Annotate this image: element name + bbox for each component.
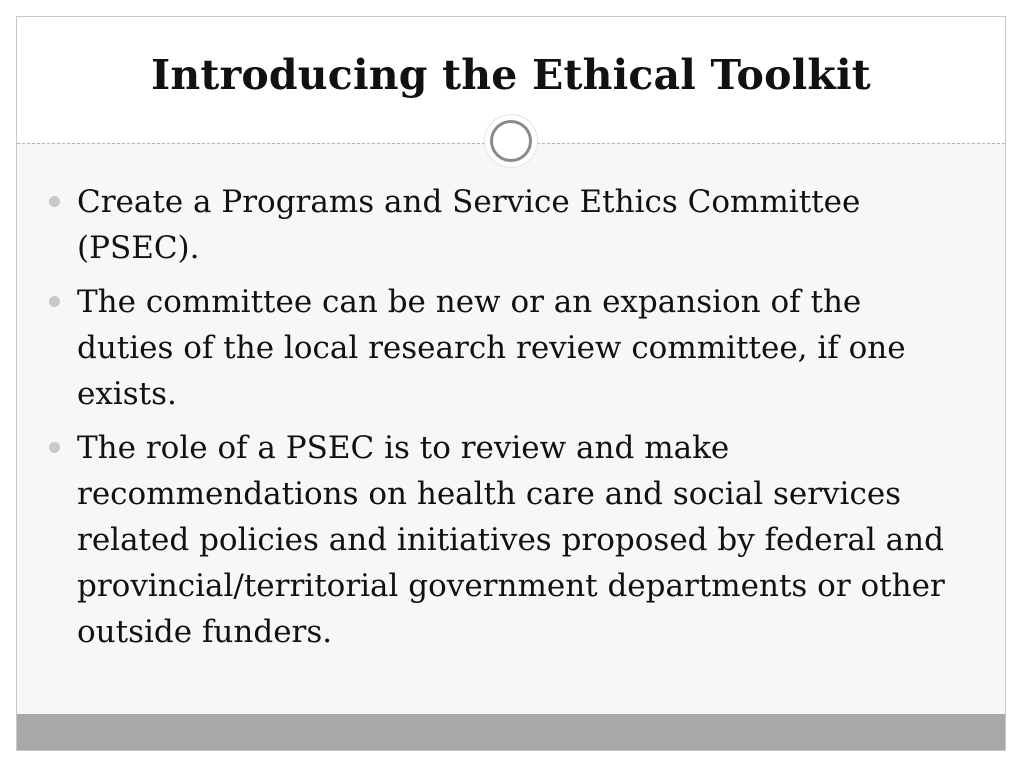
bullet-item [47,179,967,271]
circle-ring-icon [490,120,532,162]
footer-bar [17,714,1005,750]
bullet-dot-icon [49,196,60,207]
slide-body [17,167,1005,715]
bullet-list [47,179,967,663]
slide [16,16,1006,751]
bullet-text: The role of a PSEC is to review and make recommendations on health care and social services related policies and initiatives proposed by federal and provincial/territorial government departments or other outside funders. [77,430,945,650]
bullet-item [47,425,967,655]
circle-ornament-icon [485,115,537,167]
slide-title: Introducing the Ethical Toolkit [151,51,871,99]
bullet-text: Create a Programs and Service Ethics Committee (PSEC). [77,184,861,266]
bullet-text: The committee can be new or an expansion of the duties of the local research review committee, if one exists. [77,284,906,412]
bullet-dot-icon [49,296,60,307]
bullet-dot-icon [49,442,60,453]
bullet-item [47,279,967,417]
